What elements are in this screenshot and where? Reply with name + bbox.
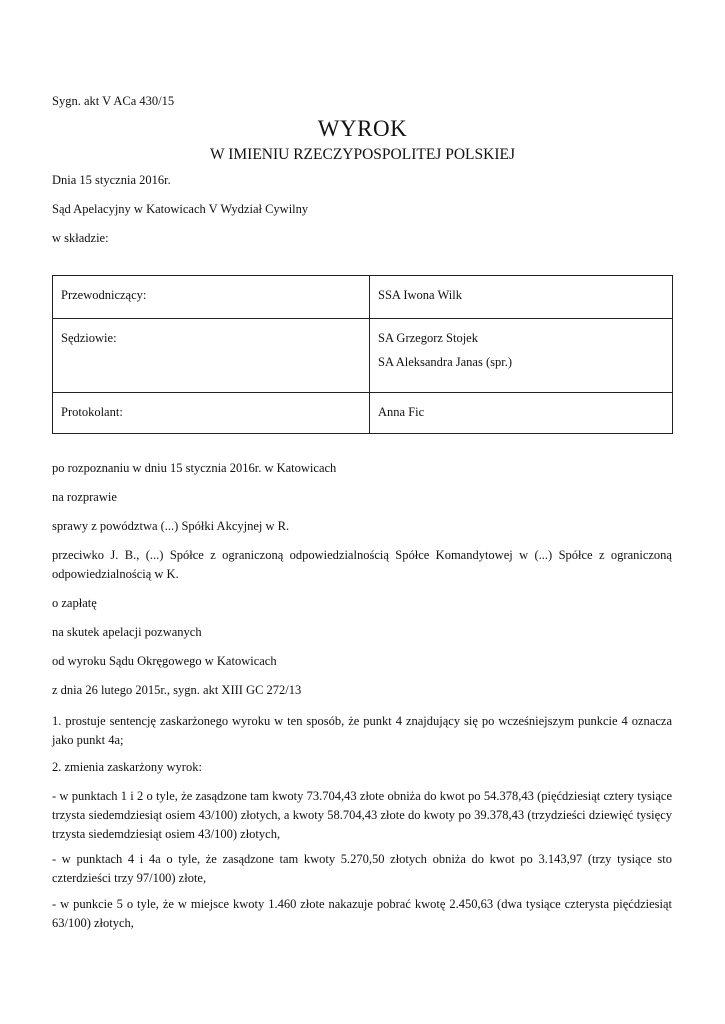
table-row: [53, 319, 673, 393]
point-2a: - w punktach 1 i 2 o tyle, że zasądzone tam kwoty 73.704,43 złote obniża do kwot po 54.378,43 (pięćdziesiąt cztery tysiące trzysta siedemdziesiąt osiem 43/100) złotych, a kwoty 58.704,43 złote do kwoty po 39.378,43 (trzydzieści dziewięć tysięcy trzysta siedemdziesiąt osiem 43/100) złotych,: [52, 789, 672, 841]
judgment-date-line: z dnia 26 lutego 2015r., sygn. akt XIII GC 272/13: [52, 683, 302, 697]
examined-line: po rozpoznaniu w dniu 15 stycznia 2016r. w Katowicach: [52, 461, 337, 475]
clerk-label: Protokolant:: [53, 393, 370, 434]
from-judgment-line: od wyroku Sądu Okręgowego w Katowicach: [52, 654, 277, 668]
table-row: [53, 276, 673, 319]
case-from-line: sprawy z powództwa (...) Spółki Akcyjnej w R.: [52, 519, 290, 533]
table-row: [53, 393, 673, 434]
point-2b: - w punktach 4 i 4a o tyle, że zasądzone tam kwoty 5.270,50 złotych obniża do kwot po 3.143,97 (trzy tysiące sto czterdzieści trzy 97/100) złote,: [52, 852, 672, 885]
subject-line: o zapłatę: [52, 596, 97, 610]
composition-table: [52, 275, 673, 434]
court-name: Sąd Apelacyjny w Katowicach V Wydział Cywilny: [52, 202, 309, 216]
judges-label: Sędziowie:: [53, 319, 370, 393]
case-signature: Sygn. akt V ACa 430/15: [52, 94, 175, 108]
hearing-line: na rozprawie: [52, 490, 117, 504]
judge-name: SA Grzegorz Stojek: [378, 331, 478, 345]
chair-value: SSA Iwona Wilk: [370, 276, 673, 319]
point-2: 2. zmienia zaskarżony wyrok:: [52, 760, 202, 774]
chair-label: Przewodniczący:: [53, 276, 370, 319]
date-line: Dnia 15 stycznia 2016r.: [52, 173, 171, 187]
document-subtitle: W IMIENIU RZECZYPOSPOLITEJ POLSKIEJ: [210, 146, 515, 163]
point-1: 1. prostuje sentencję zaskarżonego wyroku w ten sposób, że punkt 4 znajdujący się po wcześniejszym punkcie 4 oznacza jako punkt 4a;: [52, 714, 672, 747]
judges-cell: [370, 319, 673, 393]
appeal-line: na skutek apelacji pozwanych: [52, 625, 202, 639]
clerk-value: Anna Fic: [370, 393, 673, 434]
judge-name: SA Aleksandra Janas (spr.): [378, 355, 513, 369]
composition-intro: w składzie:: [52, 231, 109, 245]
document-title: WYROK: [317, 116, 408, 141]
point-2c: - w punkcie 5 o tyle, że w miejsce kwoty 1.460 złote nakazuje pobrać kwotę 2.450,63 (dwa tysiące czterysta pięćdziesiąt 63/100) złotych,: [52, 897, 672, 930]
against-paragraph: przeciwko J. B., (...) Spółce z ograniczoną odpowiedzialnością Spółce Komandytowej w (...) Spółce z ograniczoną odpowiedzialnością w K.: [52, 548, 672, 581]
